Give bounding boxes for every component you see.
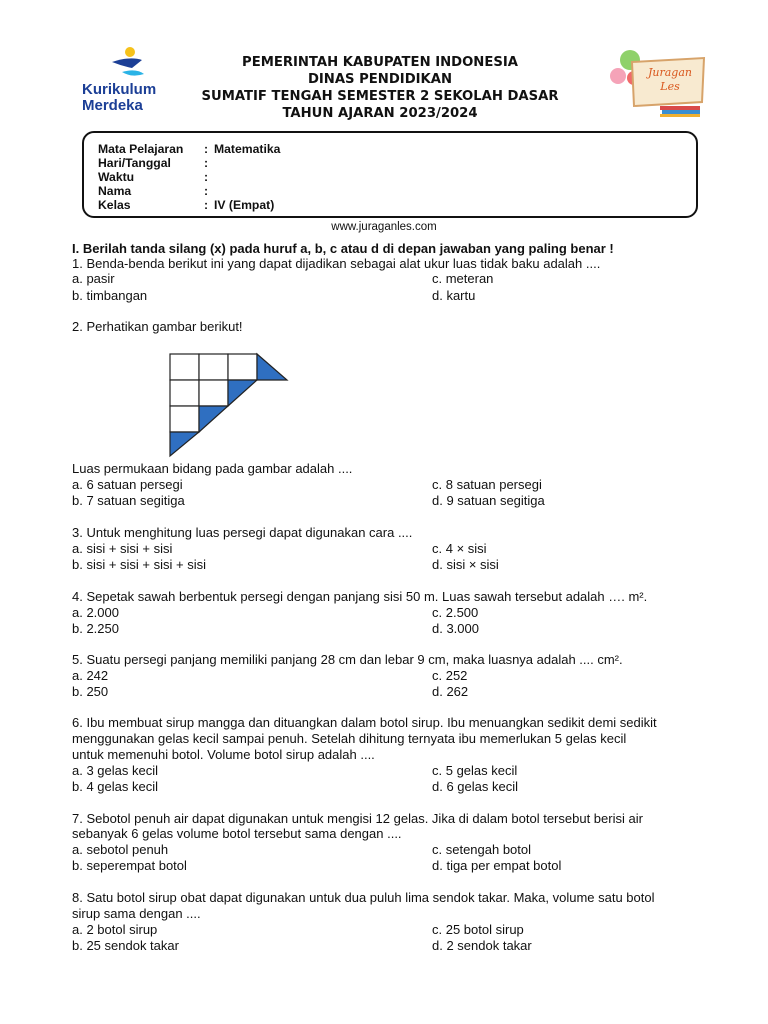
answer-option: c. 252 [432, 668, 468, 683]
info-label: Waktu [98, 170, 135, 184]
info-value: Matematika [214, 142, 281, 156]
question-text: 6. Ibu membuat sirup mangga dan dituangkan dalam botol sirup. Ibu menuangkan sedikit demi sedikit [72, 715, 657, 730]
question-text: 8. Satu botol sirup obat dapat digunakan untuk dua puluh lima sendok takar. Maka, volume satu botol [72, 890, 655, 905]
website-url: www.juraganles.com [331, 221, 437, 233]
answer-option: d. tiga per empat botol [432, 858, 562, 873]
unit-square [199, 380, 228, 406]
unit-triangle [199, 406, 228, 432]
juragan-les-logo [604, 46, 708, 118]
info-colon: : [204, 156, 209, 170]
document-header [170, 54, 590, 122]
question-text: 3. Untuk menghitung luas persegi dapat digunakan cara .... [72, 525, 413, 540]
logo-text-line: Juragan [648, 66, 692, 79]
books-icon [662, 110, 700, 114]
answer-option: d. 9 satuan segitiga [432, 493, 545, 508]
info-colon: : [204, 170, 209, 184]
answer-option: c. 8 satuan persegi [432, 477, 542, 492]
answer-option: c. 5 gelas kecil [432, 763, 518, 778]
question-text: Luas permukaan bidang pada gambar adalah .... [72, 461, 353, 476]
header-line: TAHUN AJARAN 2023/2024 [282, 106, 478, 121]
answer-option: c. setengah botol [432, 842, 532, 857]
question-text: 5. Suatu persegi panjang memiliki panjang 28 cm dan lebar 9 cm, maka luasnya adalah .... cm². [72, 652, 623, 667]
info-label: Hari/Tanggal [98, 156, 171, 170]
answer-option: a. 242 [72, 668, 109, 683]
unit-square [170, 380, 199, 406]
logo-text-line: Les [660, 80, 680, 93]
answer-option: c. 4 × sisi [432, 541, 487, 556]
instruction-text: I. Berilah tanda silang (x) pada huruf a, b, c atau d di depan jawaban yang paling benar ! [72, 241, 614, 256]
question-text: menggunakan gelas kecil sampai penuh. Setelah dihitung ternyata ibu memerlukan 5 gelas kecil [72, 731, 627, 746]
answer-option: a. 2.000 [72, 605, 119, 620]
question-text: untuk memenuhi botol. Volume botol sirup adalah .... [72, 747, 375, 762]
answer-option: a. sebotol penuh [72, 842, 169, 857]
answer-option: c. meteran [432, 271, 494, 286]
question-text: 7. Sebotol penuh air dapat digunakan untuk mengisi 12 gelas. Jika di dalam botol tersebut berisi air [72, 811, 643, 826]
answer-option: b. timbangan [72, 288, 148, 303]
answer-option: b. 25 sendok takar [72, 938, 179, 953]
answer-option: b. 4 gelas kecil [72, 779, 158, 794]
question-text: 2. Perhatikan gambar berikut! [72, 319, 243, 334]
unit-square [199, 354, 228, 380]
unit-triangle [228, 380, 257, 406]
answer-option: d. 2 sendok takar [432, 938, 532, 953]
answer-option: c. 25 botol sirup [432, 922, 524, 937]
answer-option: a. sisi + sisi + sisi [72, 541, 173, 556]
answer-option: b. 7 satuan segitiga [72, 493, 185, 508]
info-colon: : [204, 198, 209, 212]
unit-triangle [170, 432, 199, 456]
info-value: IV (Empat) [214, 198, 275, 212]
question-text: sebanyak 6 gelas volume botol tersebut sama dengan .... [72, 826, 402, 841]
answer-option: d. kartu [432, 288, 476, 303]
books-icon [660, 114, 700, 117]
answer-option: d. 6 gelas kecil [432, 779, 518, 794]
info-label: Nama [98, 184, 132, 198]
header-line: PEMERINTAH KABUPATEN INDONESIA [242, 55, 518, 70]
unit-square [170, 354, 199, 380]
info-label: Mata Pelajaran [98, 142, 184, 156]
answer-option: c. 2.500 [432, 605, 479, 620]
answer-option: a. 3 gelas kecil [72, 763, 158, 778]
answer-option: a. 6 satuan persegi [72, 477, 183, 492]
logo-swoosh-icon [112, 58, 142, 68]
question-text: 1. Benda-benda berikut ini yang dapat dijadikan sebagai alat ukur luas tidak baku adalah .... [72, 256, 601, 271]
logo-swoosh-icon [122, 70, 144, 75]
kurikulum-merdeka-text [82, 82, 156, 114]
unit-triangle [257, 354, 287, 380]
answer-option: b. 250 [72, 684, 109, 699]
answer-option: b. 2.250 [72, 621, 119, 636]
header-line: SUMATIF TENGAH SEMESTER 2 SEKOLAH DASAR [201, 89, 559, 104]
unit-square [228, 354, 257, 380]
balloon-icon [610, 68, 626, 84]
logo-text-line: Merdeka [82, 97, 143, 114]
answer-option: d. 262 [432, 684, 469, 699]
info-label: Kelas [98, 198, 131, 212]
logo-text-line: Kurikulum [82, 81, 157, 98]
books-icon [660, 106, 700, 110]
answer-option: a. 2 botol sirup [72, 922, 158, 937]
student-info-box [82, 131, 698, 218]
question-text: 4. Sepetak sawah berbentuk persegi dengan panjang sisi 50 m. Luas sawah tersebut adalah …. m². [72, 589, 648, 604]
answer-option: d. sisi × sisi [432, 557, 499, 572]
header-line: DINAS PENDIDIKAN [307, 72, 453, 87]
info-colon: : [204, 142, 209, 156]
info-colon: : [204, 184, 209, 198]
answer-option: b. sisi + sisi + sisi + sisi [72, 557, 207, 572]
question-text: sirup sama dengan .... [72, 906, 201, 921]
area-figure [168, 352, 292, 458]
answer-option: d. 3.000 [432, 621, 479, 636]
answer-option: b. seperempat botol [72, 858, 187, 873]
unit-square [170, 406, 199, 432]
logo-dot-icon [125, 47, 135, 57]
answer-option: a. pasir [72, 271, 115, 286]
